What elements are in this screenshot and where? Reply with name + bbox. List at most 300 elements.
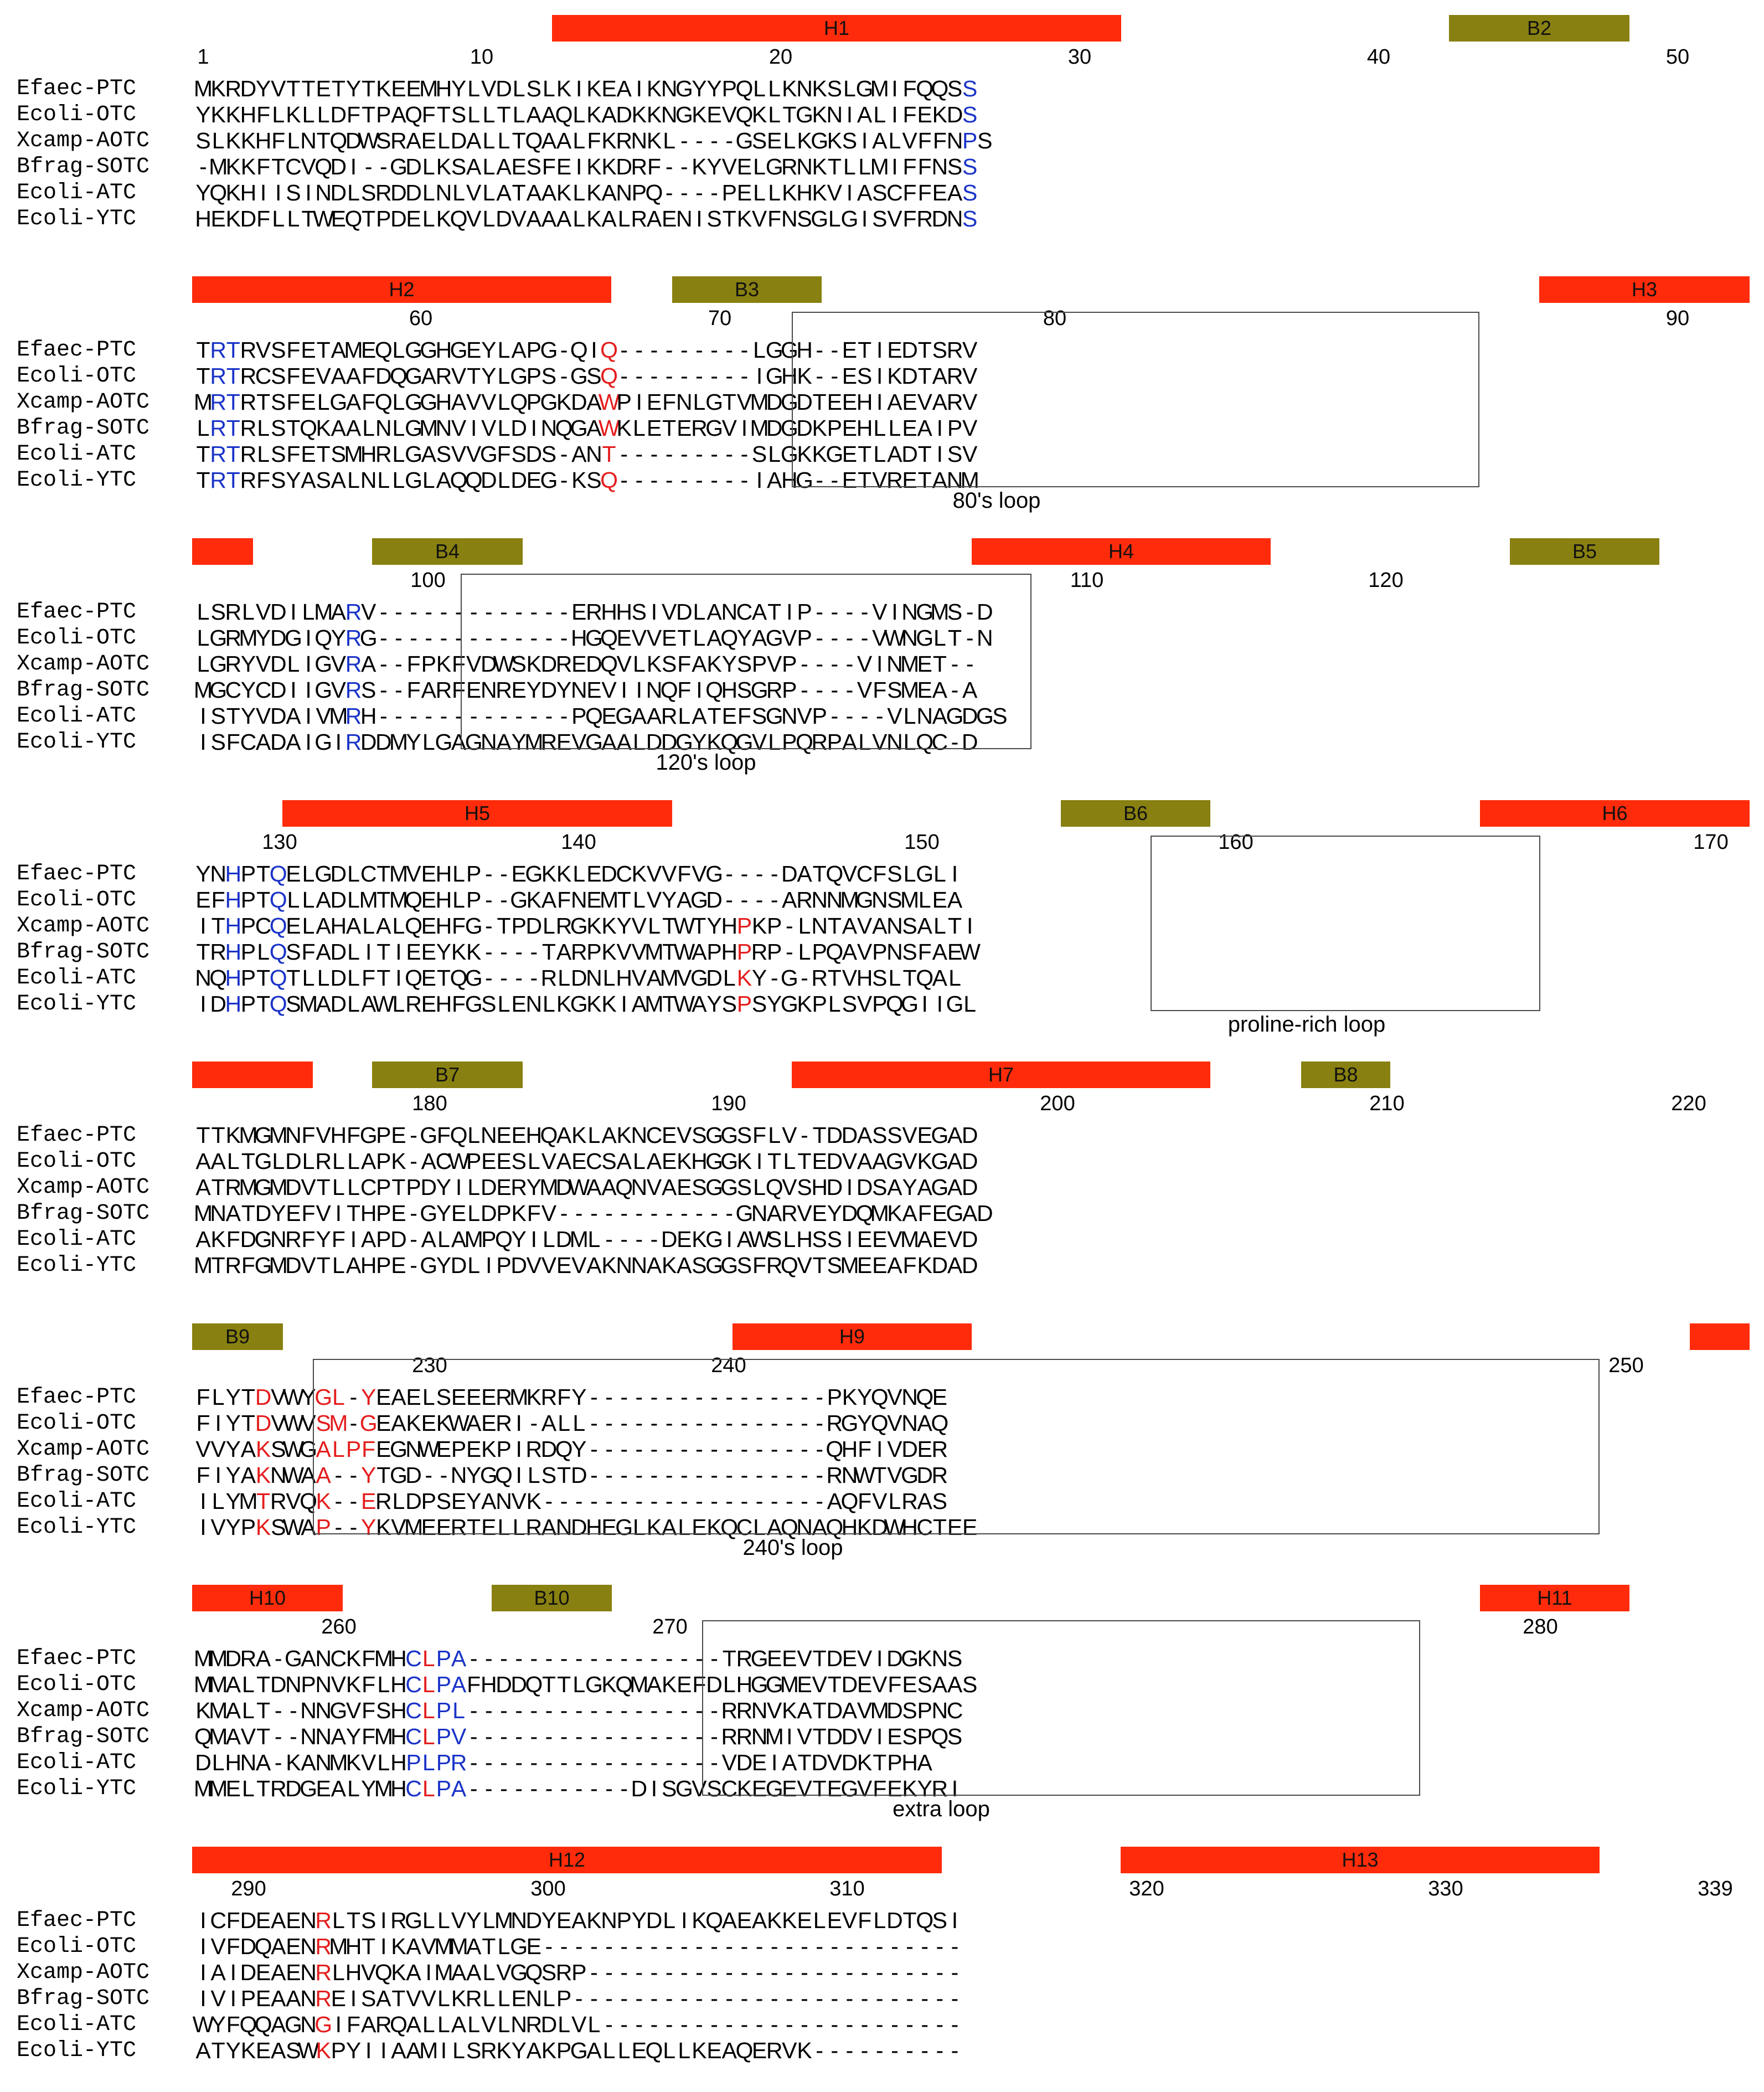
residue: G — [946, 1200, 964, 1226]
residue: - — [665, 1750, 673, 1775]
residue: K — [586, 991, 602, 1017]
residue: Q — [916, 729, 934, 755]
residue: - — [274, 1724, 282, 1749]
secondary-structure-label: H10 — [249, 1586, 286, 1609]
residue: W — [192, 2012, 214, 2037]
residue: K — [466, 939, 482, 965]
residue: G — [901, 1462, 919, 1488]
residue: K — [917, 1148, 932, 1174]
residue: - — [560, 599, 568, 625]
residue: V — [451, 415, 467, 441]
residue: - — [334, 1514, 343, 1540]
residue: A — [751, 599, 767, 625]
residue: - — [695, 337, 703, 363]
residue: V — [316, 1122, 331, 1148]
residue: E — [932, 887, 948, 913]
residue: R — [465, 1986, 482, 2011]
residue: G — [765, 625, 783, 651]
residue: L — [272, 1148, 285, 1174]
residue: M — [209, 1776, 228, 1801]
residue: - — [620, 1488, 628, 1514]
residue: A — [721, 1908, 737, 1933]
residue: M — [599, 887, 619, 913]
residue: Y — [706, 991, 722, 1017]
residue: A — [932, 467, 948, 493]
residue: S — [271, 415, 286, 441]
residue: K — [857, 1514, 873, 1540]
residue: I — [726, 1227, 733, 1252]
residue: Q — [705, 677, 724, 703]
residue: V — [646, 861, 662, 887]
residue: S — [286, 991, 301, 1017]
residue: N — [240, 1750, 257, 1775]
residue: L — [452, 1698, 465, 1723]
residue: - — [921, 1934, 929, 1959]
residue: H — [240, 180, 257, 205]
residue: - — [620, 1698, 628, 1723]
residue: R — [931, 1462, 948, 1488]
residue: - — [755, 1488, 764, 1514]
residue: - — [710, 1960, 718, 1985]
residue: K — [225, 102, 241, 127]
residue: K — [661, 1253, 677, 1278]
residue: T — [196, 337, 210, 363]
residue: G — [405, 363, 423, 389]
residue: P — [451, 1436, 467, 1462]
residue: S — [947, 154, 963, 179]
residue: Y — [225, 1462, 241, 1488]
residue: D — [330, 887, 347, 913]
helix-bar — [552, 15, 1121, 42]
residue: G — [750, 677, 768, 703]
residue: H — [811, 1174, 828, 1200]
residue: Y — [451, 76, 467, 101]
residue: - — [695, 1750, 703, 1775]
residue: - — [530, 939, 538, 965]
residue: K — [586, 180, 602, 205]
residue: - — [725, 2012, 734, 2037]
secondary-structure-label: B10 — [534, 1586, 570, 1609]
residue: F — [286, 389, 301, 415]
residue: V — [466, 206, 482, 231]
residue: - — [906, 1934, 914, 1959]
residue: R — [751, 939, 768, 965]
residue: G — [735, 729, 754, 755]
residue: A — [255, 1646, 271, 1671]
residue: D — [481, 467, 497, 493]
residue: N — [315, 1750, 332, 1775]
residue: F — [902, 76, 917, 101]
residue: Q — [465, 467, 483, 493]
residue: G — [931, 1122, 949, 1148]
residue: - — [725, 1462, 734, 1488]
residue: R — [736, 1698, 753, 1723]
residue: I — [305, 677, 312, 703]
residue: - — [650, 1488, 658, 1514]
residue: D — [706, 1672, 723, 1697]
residue: - — [665, 1488, 673, 1514]
residue: V — [331, 651, 347, 677]
residue: S — [872, 1122, 888, 1148]
residue: K — [631, 861, 647, 887]
residue: V — [210, 1514, 226, 1540]
residue: - — [831, 1960, 839, 1985]
residue: W — [673, 913, 695, 939]
residue: D — [510, 1672, 527, 1697]
residue: A — [406, 2038, 421, 2063]
residue: K — [225, 180, 241, 205]
residue: V — [466, 651, 482, 677]
species-name: Ecoli-OTC — [17, 888, 137, 913]
residue: S — [360, 1986, 376, 2011]
residue: - — [515, 965, 523, 991]
residue: G — [389, 1462, 408, 1488]
residue: R — [375, 180, 392, 205]
residue: A — [556, 128, 572, 153]
residue: N — [646, 677, 663, 703]
residue: I — [846, 1227, 853, 1252]
residue: G — [840, 1776, 859, 1801]
residue: L — [362, 415, 375, 441]
residue: Q — [405, 887, 423, 913]
residue: - — [605, 1934, 613, 1959]
residue: I — [200, 1960, 207, 1985]
residue: S — [541, 1462, 557, 1488]
residue: L — [543, 1986, 555, 2011]
residue: A — [947, 1253, 963, 1278]
residue: G — [314, 1384, 333, 1410]
residue: A — [331, 363, 347, 389]
residue: D — [961, 703, 978, 729]
residue: R — [210, 337, 226, 363]
residue: I — [876, 363, 883, 389]
residue: E — [451, 1200, 467, 1226]
residue: T — [947, 913, 962, 939]
residue: R — [631, 206, 648, 231]
residue: G — [479, 1462, 498, 1488]
residue: K — [240, 154, 256, 179]
species-name: Bfrag-SOTC — [17, 940, 150, 965]
residue: T — [196, 441, 210, 467]
residue: P — [376, 1148, 391, 1174]
helix-bar — [192, 1585, 343, 1611]
residue: - — [620, 1200, 628, 1226]
residue: S — [706, 206, 722, 231]
residue: - — [831, 625, 839, 651]
residue: P — [556, 1986, 572, 2011]
residue: P — [706, 939, 722, 965]
residue: - — [650, 1960, 658, 1985]
residue: D — [345, 128, 362, 153]
residue: G — [284, 2012, 302, 2037]
residue: V — [511, 1488, 527, 1514]
residue: M — [630, 1672, 649, 1697]
residue: - — [274, 1646, 282, 1671]
residue: - — [845, 1986, 854, 2011]
residue: E — [556, 1908, 572, 1933]
residue: F — [917, 154, 932, 179]
residue: G — [254, 1148, 272, 1174]
residue: V — [887, 1462, 902, 1488]
residue: - — [755, 2012, 764, 2037]
residue: - — [440, 625, 448, 651]
residue: K — [210, 102, 226, 127]
residue: V — [797, 1253, 812, 1278]
residue: - — [575, 1698, 583, 1723]
residue: - — [786, 1986, 793, 2011]
alignment-block — [0, 0, 1764, 260]
residue: L — [332, 1960, 345, 1985]
residue: - — [590, 1384, 598, 1410]
residue: K — [812, 102, 827, 127]
residue: V — [316, 363, 331, 389]
species-name: Xcamp-AOTC — [17, 1175, 150, 1200]
residue: A — [526, 206, 541, 231]
residue: D — [240, 76, 257, 101]
residue: D — [360, 729, 377, 755]
residue: - — [410, 1122, 417, 1148]
residue: A — [360, 991, 376, 1017]
residue: G — [420, 1253, 438, 1278]
residue: K — [797, 2038, 812, 2063]
residue: Y — [301, 1384, 316, 1410]
residue: R — [345, 677, 362, 703]
residue: P — [571, 1960, 587, 1985]
residue: - — [770, 1384, 778, 1410]
residue: L — [332, 1436, 345, 1462]
residue: L — [437, 128, 450, 153]
residue: M — [344, 441, 363, 467]
residue: L — [482, 128, 496, 153]
residue: - — [500, 861, 508, 887]
residue: M — [389, 887, 409, 913]
residue: - — [605, 1436, 613, 1462]
residue: W — [959, 939, 981, 965]
residue: P — [736, 913, 752, 939]
residue: Q — [720, 1514, 739, 1540]
residue: K — [902, 1776, 917, 1801]
residue: - — [665, 441, 673, 467]
residue: - — [740, 1488, 749, 1514]
residue: R — [781, 1200, 798, 1226]
residue: K — [616, 415, 632, 441]
residue: R — [450, 1750, 467, 1775]
residue: - — [695, 1462, 703, 1488]
residue: G — [389, 1436, 408, 1462]
residue: M — [239, 1174, 258, 1200]
species-name: Ecoli-OTC — [17, 1672, 137, 1697]
residue: A — [677, 887, 692, 913]
residue: E — [406, 1384, 421, 1410]
residue: K — [782, 76, 797, 101]
residue: M — [374, 1646, 393, 1671]
residue: E — [391, 1253, 406, 1278]
residue: S — [451, 102, 467, 127]
species-name: Ecoli-OTC — [17, 1411, 137, 1436]
residue: A — [526, 102, 541, 127]
residue: I — [651, 599, 658, 625]
residue: P — [376, 1200, 391, 1226]
helix-bar — [1539, 276, 1750, 303]
residue: - — [485, 625, 493, 651]
residue: - — [725, 337, 734, 363]
residue: D — [570, 389, 587, 415]
residue: - — [635, 363, 643, 389]
residue: T — [346, 1200, 361, 1226]
residue: I — [395, 965, 402, 991]
residue: - — [891, 2038, 899, 2063]
residue: A — [631, 703, 647, 729]
residue: A — [255, 729, 271, 755]
residue: V — [797, 1776, 812, 1801]
residue: A — [947, 1672, 963, 1697]
residue: A — [225, 1724, 241, 1749]
residue: N — [481, 729, 497, 755]
residue: P — [436, 1698, 452, 1723]
residue: - — [680, 1698, 688, 1723]
residue: A — [541, 206, 557, 231]
residue: L — [572, 180, 586, 205]
residue: L — [392, 337, 405, 363]
residue: D — [555, 1227, 572, 1252]
residue: T — [256, 1698, 271, 1723]
residue: F — [286, 337, 301, 363]
residue: R — [240, 467, 257, 493]
residue: N — [886, 913, 903, 939]
residue: - — [710, 1986, 718, 2011]
residue: - — [560, 1646, 568, 1671]
residue: T — [226, 337, 240, 363]
residue: T — [873, 1462, 887, 1488]
residue: - — [575, 1934, 583, 1959]
residue: C — [616, 861, 632, 887]
residue: L — [693, 389, 706, 415]
residue: A — [692, 939, 707, 965]
residue: - — [379, 154, 388, 179]
residue: V — [210, 1934, 226, 1959]
residue: S — [887, 861, 902, 887]
residue-position-number: 110 — [1070, 569, 1104, 592]
residue: Q — [495, 1462, 513, 1488]
residue: G — [420, 337, 438, 363]
residue: K — [601, 154, 617, 179]
residue: - — [545, 625, 553, 651]
residue: - — [831, 1986, 839, 2011]
residue: T — [256, 1488, 271, 1514]
residue: V — [767, 651, 782, 677]
residue: Q — [314, 625, 333, 651]
residue: K — [406, 1410, 421, 1436]
residue: Q — [826, 861, 844, 887]
residue: - — [816, 1960, 823, 1985]
residue: K — [225, 1122, 241, 1148]
residue: M — [239, 1488, 258, 1514]
residue: V — [962, 441, 978, 467]
residue: R — [435, 363, 452, 389]
residue: E — [331, 1986, 347, 2011]
residue: N — [481, 1122, 497, 1148]
residue: - — [816, 651, 823, 677]
residue: N — [525, 1986, 543, 2011]
residue: I — [305, 625, 312, 651]
residue: L — [422, 1698, 435, 1723]
residue: A — [947, 1122, 963, 1148]
residue: E — [661, 625, 677, 651]
residue: V — [301, 1253, 316, 1278]
residue: - — [801, 1436, 808, 1462]
residue: L — [512, 76, 525, 101]
residue: A — [195, 1227, 211, 1252]
residue: - — [590, 1960, 598, 1985]
residue: V — [421, 1986, 436, 2011]
residue: I — [200, 913, 207, 939]
residue: R — [496, 1410, 512, 1436]
residue: A — [331, 415, 347, 441]
residue: R — [555, 1960, 572, 1985]
residue: E — [421, 861, 436, 887]
residue: D — [871, 1514, 888, 1540]
residue: P — [917, 1698, 932, 1723]
residue: - — [545, 703, 553, 729]
residue: F — [362, 1436, 376, 1462]
residue: - — [695, 1200, 703, 1226]
residue: K — [782, 1698, 797, 1723]
residue: V — [301, 1410, 316, 1436]
residue: - — [680, 1724, 688, 1749]
residue: K — [797, 991, 812, 1017]
residue: E — [286, 1934, 301, 1959]
residue: - — [801, 1462, 808, 1488]
residue: - — [966, 599, 974, 625]
residue: V — [857, 651, 873, 677]
residue: D — [766, 415, 783, 441]
residue: A — [331, 1776, 347, 1801]
residue: E — [706, 2038, 722, 2063]
residue: T — [541, 1672, 556, 1697]
residue: - — [816, 1488, 823, 1514]
residue: G — [705, 1148, 724, 1174]
residue: D — [375, 363, 392, 389]
residue: A — [451, 1227, 467, 1252]
residue: - — [860, 2012, 869, 2037]
residue: N — [721, 599, 738, 625]
residue: Q — [600, 625, 618, 651]
residue: T — [436, 102, 451, 127]
residue: - — [665, 1986, 673, 2011]
species-name: Efaec-PTC — [17, 338, 137, 363]
residue: M — [434, 1934, 453, 1959]
residue: T — [376, 939, 391, 965]
residue: A — [541, 180, 557, 205]
residue: L — [437, 1986, 450, 2011]
residue: G — [540, 389, 558, 415]
residue: Q — [840, 1488, 859, 1514]
residue: N — [586, 965, 602, 991]
residue: E — [646, 415, 662, 441]
residue: S — [962, 154, 978, 179]
loop-box — [792, 312, 1479, 487]
residue: E — [360, 1488, 376, 1514]
residue: T — [226, 441, 240, 467]
residue: G — [750, 1672, 768, 1697]
residue: G — [510, 363, 528, 389]
residue: K — [210, 76, 226, 101]
residue: M — [644, 939, 664, 965]
residue: E — [751, 2038, 767, 2063]
residue: G — [420, 1122, 438, 1148]
residue: S — [872, 965, 888, 991]
residue: G — [284, 625, 302, 651]
